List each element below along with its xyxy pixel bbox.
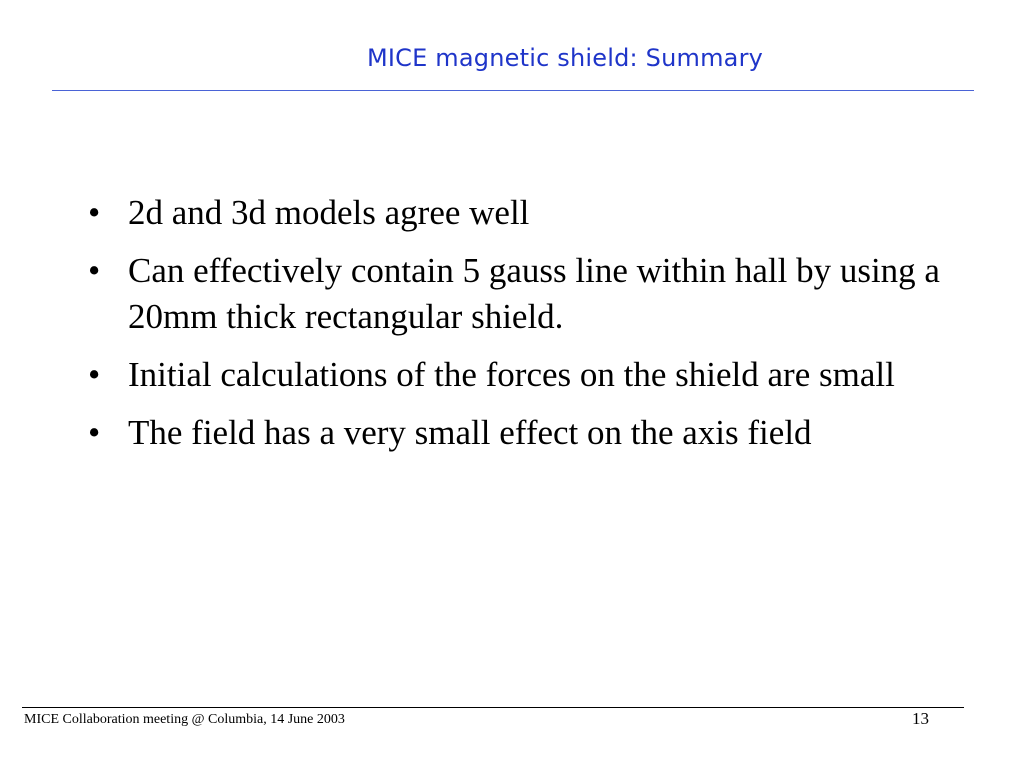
bullet-mark: • xyxy=(88,355,101,394)
bullet-mark: • xyxy=(88,193,101,232)
bullet-item xyxy=(88,190,968,236)
bullet-mark: • xyxy=(88,251,101,290)
bullet-text: The field has a very small effect on the axis field xyxy=(128,413,812,452)
bullet-item xyxy=(88,352,968,398)
bullet-text: Initial calculations of the forces on the shield are small xyxy=(128,355,895,394)
footer-text: MICE Collaboration meeting @ Columbia, 14 June 2003 xyxy=(24,712,345,727)
title-divider xyxy=(52,90,974,91)
bullet-text: 2d and 3d models agree well xyxy=(128,193,530,232)
bullet-item xyxy=(88,410,968,456)
bullet-text: Can effectively contain 5 gauss line within hall by using a 20mm thick rectangular shield. xyxy=(128,251,940,336)
footer-divider xyxy=(22,707,964,708)
slide-title: MICE magnetic shield: Summary xyxy=(366,44,764,72)
bullet-mark: • xyxy=(88,413,101,452)
page-number: 13 xyxy=(912,709,929,728)
bullet-item xyxy=(88,248,968,340)
bullet-list xyxy=(88,190,968,468)
